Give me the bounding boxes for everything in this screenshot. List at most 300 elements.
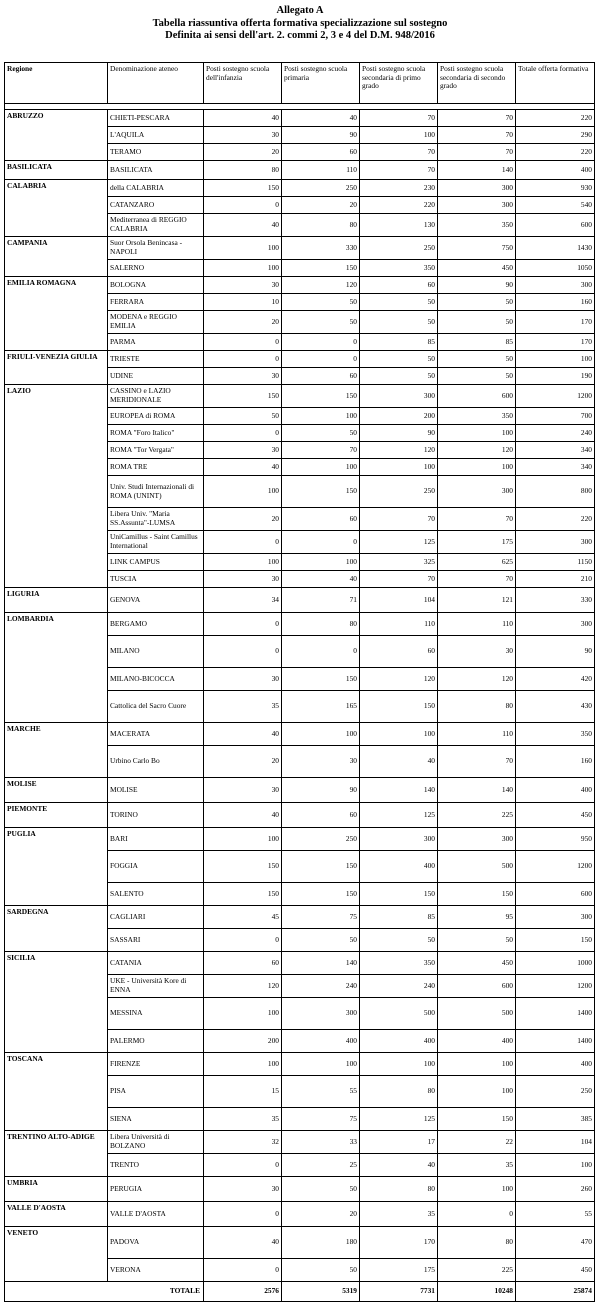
table-row [5,1227,595,1259]
cell-primo-grado: 240 [360,975,438,998]
cell-secondo-grado: 600 [438,975,516,998]
cell-totale: 170 [516,311,595,334]
cell-primaria: 140 [282,952,360,975]
cell-infanzia: 32 [204,1131,282,1154]
cell-secondo-grado: 85 [438,334,516,351]
region-cell: PUGLIA [5,828,108,906]
cell-totale: 400 [516,778,595,803]
ateneo-cell: PERUGIA [108,1177,204,1202]
table-title: Tabella riassuntiva offerta formativa specializzazione sul sostegno [152,17,448,29]
cell-primaria: 20 [282,197,360,214]
cell-secondo-grado: 70 [438,571,516,588]
cell-primo-grado: 220 [360,197,438,214]
table-row [5,828,595,851]
region-cell: LOMBARDIA [5,613,108,723]
ateneo-cell: FIRENZE [108,1053,204,1076]
cell-primo-grado: 60 [360,636,438,668]
table-row [5,723,595,746]
region-cell: CALABRIA [5,180,108,237]
cell-totale: 400 [516,161,595,180]
cell-totale: 100 [516,351,595,368]
cell-secondo-grado: 70 [438,144,516,161]
cell-infanzia: 40 [204,803,282,828]
cell-primo-grado: 325 [360,554,438,571]
cell-secondo-grado: 30 [438,636,516,668]
cell-secondo-grado: 300 [438,828,516,851]
cell-secondo-grado: 500 [438,998,516,1030]
ateneo-cell: PARMA [108,334,204,351]
cell-primaria: 110 [282,161,360,180]
table-row [5,1131,595,1154]
cell-totale: 290 [516,127,595,144]
cell-primaria: 165 [282,691,360,723]
cell-primo-grado: 175 [360,1259,438,1282]
cell-totale: 250 [516,1076,595,1108]
cell-primo-grado: 300 [360,385,438,408]
region-cell: ABRUZZO [5,110,108,161]
cell-totale: 350 [516,723,595,746]
cell-primo-grado: 170 [360,1227,438,1259]
cell-primaria: 240 [282,975,360,998]
cell-primaria: 150 [282,883,360,906]
cell-infanzia: 20 [204,311,282,334]
cell-primo-grado: 50 [360,351,438,368]
total-infanzia: 2576 [204,1282,282,1302]
header-row [5,63,595,104]
cell-infanzia: 0 [204,1259,282,1282]
ateneo-cell: FERRARA [108,294,204,311]
region-cell: PIEMONTE [5,803,108,828]
cell-primaria: 300 [282,998,360,1030]
cell-primaria: 0 [282,531,360,554]
ateneo-cell: ROMA TRE [108,459,204,476]
cell-totale: 1000 [516,952,595,975]
cell-totale: 300 [516,613,595,636]
cell-primaria: 0 [282,334,360,351]
cell-infanzia: 0 [204,425,282,442]
cell-totale: 220 [516,144,595,161]
cell-totale: 210 [516,571,595,588]
cell-primo-grado: 40 [360,746,438,778]
cell-primaria: 150 [282,385,360,408]
cell-infanzia: 15 [204,1076,282,1108]
cell-primaria: 0 [282,636,360,668]
cell-infanzia: 0 [204,1154,282,1177]
cell-secondo-grado: 225 [438,803,516,828]
region-cell: BASILICATA [5,161,108,180]
cell-primo-grado: 400 [360,851,438,883]
cell-primo-grado: 40 [360,1154,438,1177]
ateneo-cell: MACERATA [108,723,204,746]
cell-primo-grado: 104 [360,588,438,613]
ateneo-cell: FOGGIA [108,851,204,883]
cell-primo-grado: 100 [360,459,438,476]
cell-primaria: 30 [282,746,360,778]
table-subtitle: Definita ai sensi dell'art. 2. commi 2, 3 e 4 del D.M. 948/2016 [165,30,435,41]
ateneo-cell: VALLE D'AOSTA [108,1202,204,1227]
ateneo-cell: MILANO [108,636,204,668]
cell-secondo-grado: 0 [438,1202,516,1227]
ateneo-cell: MILANO-BICOCCA [108,668,204,691]
cell-secondo-grado: 100 [438,1053,516,1076]
cell-secondo-grado: 110 [438,723,516,746]
ateneo-cell: MESSINA [108,998,204,1030]
ateneo-cell: TERAMO [108,144,204,161]
cell-totale: 1150 [516,554,595,571]
cell-infanzia: 100 [204,828,282,851]
cell-secondo-grado: 450 [438,952,516,975]
cell-primaria: 180 [282,1227,360,1259]
cell-primo-grado: 70 [360,161,438,180]
cell-primo-grado: 250 [360,476,438,508]
ateneo-cell: PADOVA [108,1227,204,1259]
region-cell: LIGURIA [5,588,108,613]
cell-infanzia: 30 [204,1177,282,1202]
cell-primaria: 75 [282,906,360,929]
region-cell: FRIULI-VENEZIA GIULIA [5,351,108,385]
cell-primo-grado: 90 [360,425,438,442]
cell-infanzia: 0 [204,351,282,368]
col-header-infanzia: Posti sostegno scuola dell'infanzia [204,63,282,104]
cell-primaria: 150 [282,668,360,691]
ateneo-cell: UDINE [108,368,204,385]
cell-infanzia: 35 [204,691,282,723]
cell-primo-grado: 120 [360,668,438,691]
cell-secondo-grado: 50 [438,929,516,952]
cell-infanzia: 60 [204,952,282,975]
ateneo-cell: CATANIA [108,952,204,975]
cell-infanzia: 40 [204,723,282,746]
cell-primaria: 50 [282,294,360,311]
region-cell: UMBRIA [5,1177,108,1202]
cell-primo-grado: 70 [360,508,438,531]
table-row [5,351,595,368]
cell-totale: 160 [516,294,595,311]
cell-primo-grado: 120 [360,442,438,459]
total-primaria: 5319 [282,1282,360,1302]
cell-secondo-grado: 90 [438,277,516,294]
cell-primo-grado: 100 [360,127,438,144]
cell-secondo-grado: 121 [438,588,516,613]
cell-secondo-grado: 110 [438,613,516,636]
cell-primo-grado: 60 [360,277,438,294]
cell-primaria: 90 [282,127,360,144]
cell-primo-grado: 230 [360,180,438,197]
cell-primaria: 70 [282,442,360,459]
ateneo-cell: TORINO [108,803,204,828]
cell-secondo-grado: 350 [438,214,516,237]
cell-secondo-grado: 70 [438,746,516,778]
cell-infanzia: 200 [204,1030,282,1053]
table-row [5,237,595,260]
cell-secondo-grado: 500 [438,851,516,883]
ateneo-cell: VERONA [108,1259,204,1282]
ateneo-cell: della CALABRIA [108,180,204,197]
ateneo-cell: Libera Università di BOLZANO [108,1131,204,1154]
region-cell: MOLISE [5,778,108,803]
table-row [5,161,595,180]
ateneo-cell: ROMA "Tor Vergata" [108,442,204,459]
cell-infanzia: 35 [204,1108,282,1131]
cell-totale: 300 [516,277,595,294]
cell-secondo-grado: 120 [438,442,516,459]
cell-primaria: 60 [282,508,360,531]
cell-totale: 300 [516,531,595,554]
cell-primo-grado: 110 [360,613,438,636]
region-cell: EMILIA ROMAGNA [5,277,108,351]
cell-secondo-grado: 625 [438,554,516,571]
cell-primaria: 250 [282,180,360,197]
cell-totale: 220 [516,110,595,127]
total-secondo-grado: 10248 [438,1282,516,1302]
ateneo-cell: CASSINO e LAZIO MERIDIONALE [108,385,204,408]
cell-totale: 800 [516,476,595,508]
cell-infanzia: 30 [204,668,282,691]
cell-infanzia: 100 [204,237,282,260]
cell-infanzia: 100 [204,260,282,277]
region-cell: MARCHE [5,723,108,778]
cell-infanzia: 40 [204,110,282,127]
ateneo-cell: BOLOGNA [108,277,204,294]
cell-totale: 420 [516,668,595,691]
cell-primaria: 60 [282,368,360,385]
table-row [5,778,595,803]
cell-secondo-grado: 95 [438,906,516,929]
cell-primaria: 120 [282,277,360,294]
cell-totale: 1050 [516,260,595,277]
cell-infanzia: 100 [204,554,282,571]
cell-totale: 1400 [516,1030,595,1053]
cell-totale: 330 [516,588,595,613]
cell-primaria: 50 [282,1177,360,1202]
cell-primaria: 400 [282,1030,360,1053]
cell-infanzia: 0 [204,334,282,351]
col-header-primo-grado: Posti sostegno scuola secondaria di primo grado [360,63,438,104]
cell-primo-grado: 50 [360,929,438,952]
cell-infanzia: 150 [204,851,282,883]
cell-infanzia: 100 [204,476,282,508]
cell-totale: 1200 [516,385,595,408]
cell-infanzia: 20 [204,508,282,531]
cell-primo-grado: 85 [360,906,438,929]
ateneo-cell: CAGLIARI [108,906,204,929]
table-row [5,803,595,828]
cell-primaria: 60 [282,144,360,161]
ateneo-cell: MOLISE [108,778,204,803]
region-cell: TOSCANA [5,1053,108,1131]
cell-infanzia: 34 [204,588,282,613]
cell-primaria: 100 [282,459,360,476]
cell-infanzia: 40 [204,459,282,476]
cell-primo-grado: 80 [360,1177,438,1202]
ateneo-cell: Cattolica del Sacro Cuore [108,691,204,723]
cell-primaria: 25 [282,1154,360,1177]
ateneo-cell: CHIETI-PESCARA [108,110,204,127]
cell-infanzia: 40 [204,1227,282,1259]
cell-primaria: 150 [282,851,360,883]
cell-primo-grado: 125 [360,803,438,828]
cell-totale: 400 [516,1053,595,1076]
cell-secondo-grado: 120 [438,668,516,691]
cell-primo-grado: 250 [360,237,438,260]
cell-secondo-grado: 50 [438,311,516,334]
cell-secondo-grado: 600 [438,385,516,408]
cell-totale: 450 [516,1259,595,1282]
cell-primaria: 100 [282,1053,360,1076]
cell-primo-grado: 100 [360,1053,438,1076]
cell-primo-grado: 50 [360,311,438,334]
cell-primo-grado: 70 [360,571,438,588]
cell-secondo-grado: 100 [438,1076,516,1108]
ateneo-cell: TRIESTE [108,351,204,368]
cell-primaria: 40 [282,110,360,127]
totals-label: TOTALE [5,1282,204,1302]
cell-secondo-grado: 175 [438,531,516,554]
ateneo-cell: Libera Univ. "Maria SS.Assunta"-LUMSA [108,508,204,531]
cell-primo-grado: 130 [360,214,438,237]
cell-infanzia: 100 [204,998,282,1030]
ateneo-cell: PISA [108,1076,204,1108]
cell-infanzia: 150 [204,180,282,197]
cell-infanzia: 150 [204,385,282,408]
ateneo-cell: MODENA e REGGIO EMILIA [108,311,204,334]
cell-totale: 700 [516,408,595,425]
table-row [5,1202,595,1227]
cell-totale: 1430 [516,237,595,260]
cell-infanzia: 20 [204,746,282,778]
cell-totale: 100 [516,1154,595,1177]
ateneo-cell: Suor Orsola Benincasa - NAPOLI [108,237,204,260]
cell-primaria: 50 [282,929,360,952]
ateneo-cell: TUSCIA [108,571,204,588]
cell-primo-grado: 125 [360,1108,438,1131]
cell-primaria: 60 [282,803,360,828]
cell-primaria: 90 [282,778,360,803]
cell-infanzia: 50 [204,408,282,425]
cell-primo-grado: 350 [360,260,438,277]
cell-secondo-grado: 50 [438,368,516,385]
ateneo-cell: TRENTO [108,1154,204,1177]
cell-totale: 340 [516,442,595,459]
cell-totale: 240 [516,425,595,442]
cell-primo-grado: 125 [360,531,438,554]
offer-table [4,62,595,1302]
table-row [5,952,595,975]
cell-secondo-grado: 300 [438,476,516,508]
cell-primaria: 50 [282,311,360,334]
cell-secondo-grado: 140 [438,161,516,180]
document-header [0,0,600,43]
cell-infanzia: 30 [204,778,282,803]
cell-primaria: 330 [282,237,360,260]
ateneo-cell: BASILICATA [108,161,204,180]
cell-totale: 160 [516,746,595,778]
cell-secondo-grado: 50 [438,351,516,368]
ateneo-cell: SIENA [108,1108,204,1131]
cell-infanzia: 0 [204,613,282,636]
cell-totale: 90 [516,636,595,668]
cell-totale: 55 [516,1202,595,1227]
cell-secondo-grado: 35 [438,1154,516,1177]
cell-primaria: 0 [282,351,360,368]
cell-primo-grado: 70 [360,110,438,127]
cell-infanzia: 0 [204,1202,282,1227]
cell-infanzia: 30 [204,442,282,459]
cell-secondo-grado: 150 [438,883,516,906]
cell-primaria: 55 [282,1076,360,1108]
cell-primo-grado: 70 [360,144,438,161]
ateneo-cell: UniCamillus - Saint Camillus International [108,531,204,554]
cell-secondo-grado: 100 [438,425,516,442]
cell-totale: 430 [516,691,595,723]
cell-totale: 1200 [516,851,595,883]
cell-totale: 540 [516,197,595,214]
ateneo-cell: SASSARI [108,929,204,952]
ateneo-cell: EUROPEA di ROMA [108,408,204,425]
cell-infanzia: 45 [204,906,282,929]
table-row [5,1177,595,1202]
cell-primaria: 71 [282,588,360,613]
cell-primaria: 80 [282,214,360,237]
cell-infanzia: 10 [204,294,282,311]
cell-infanzia: 40 [204,214,282,237]
cell-secondo-grado: 70 [438,127,516,144]
region-cell: CAMPANIA [5,237,108,277]
cell-infanzia: 0 [204,197,282,214]
cell-infanzia: 30 [204,368,282,385]
cell-infanzia: 30 [204,127,282,144]
cell-totale: 104 [516,1131,595,1154]
cell-secondo-grado: 80 [438,691,516,723]
cell-primaria: 80 [282,613,360,636]
region-cell: VENETO [5,1227,108,1282]
cell-totale: 300 [516,906,595,929]
annex-title: Allegato A [276,5,324,16]
col-header-secondo-grado: Posti sostegno scuola secondaria di secondo grado [438,63,516,104]
cell-totale: 220 [516,508,595,531]
ateneo-cell: SALENTO [108,883,204,906]
cell-secondo-grado: 80 [438,1227,516,1259]
ateneo-cell: L'AQUILA [108,127,204,144]
ateneo-cell: Urbino Carlo Bo [108,746,204,778]
cell-secondo-grado: 450 [438,260,516,277]
region-cell: SICILIA [5,952,108,1053]
cell-primo-grado: 150 [360,883,438,906]
table-body [5,104,595,1282]
cell-primo-grado: 35 [360,1202,438,1227]
cell-primo-grado: 80 [360,1076,438,1108]
totals-row [5,1282,595,1302]
cell-totale: 150 [516,929,595,952]
cell-primo-grado: 50 [360,368,438,385]
cell-primo-grado: 400 [360,1030,438,1053]
cell-primo-grado: 300 [360,828,438,851]
region-cell: SARDEGNA [5,906,108,952]
region-cell: TRENTINO ALTO-ADIGE [5,1131,108,1177]
total-primo-grado: 7731 [360,1282,438,1302]
cell-primaria: 100 [282,554,360,571]
cell-infanzia: 150 [204,883,282,906]
cell-totale: 930 [516,180,595,197]
cell-totale: 600 [516,214,595,237]
cell-secondo-grado: 50 [438,294,516,311]
cell-infanzia: 20 [204,144,282,161]
cell-totale: 1200 [516,975,595,998]
col-header-regione: Regione [5,63,108,104]
cell-primo-grado: 85 [360,334,438,351]
cell-primo-grado: 150 [360,691,438,723]
cell-primo-grado: 50 [360,294,438,311]
